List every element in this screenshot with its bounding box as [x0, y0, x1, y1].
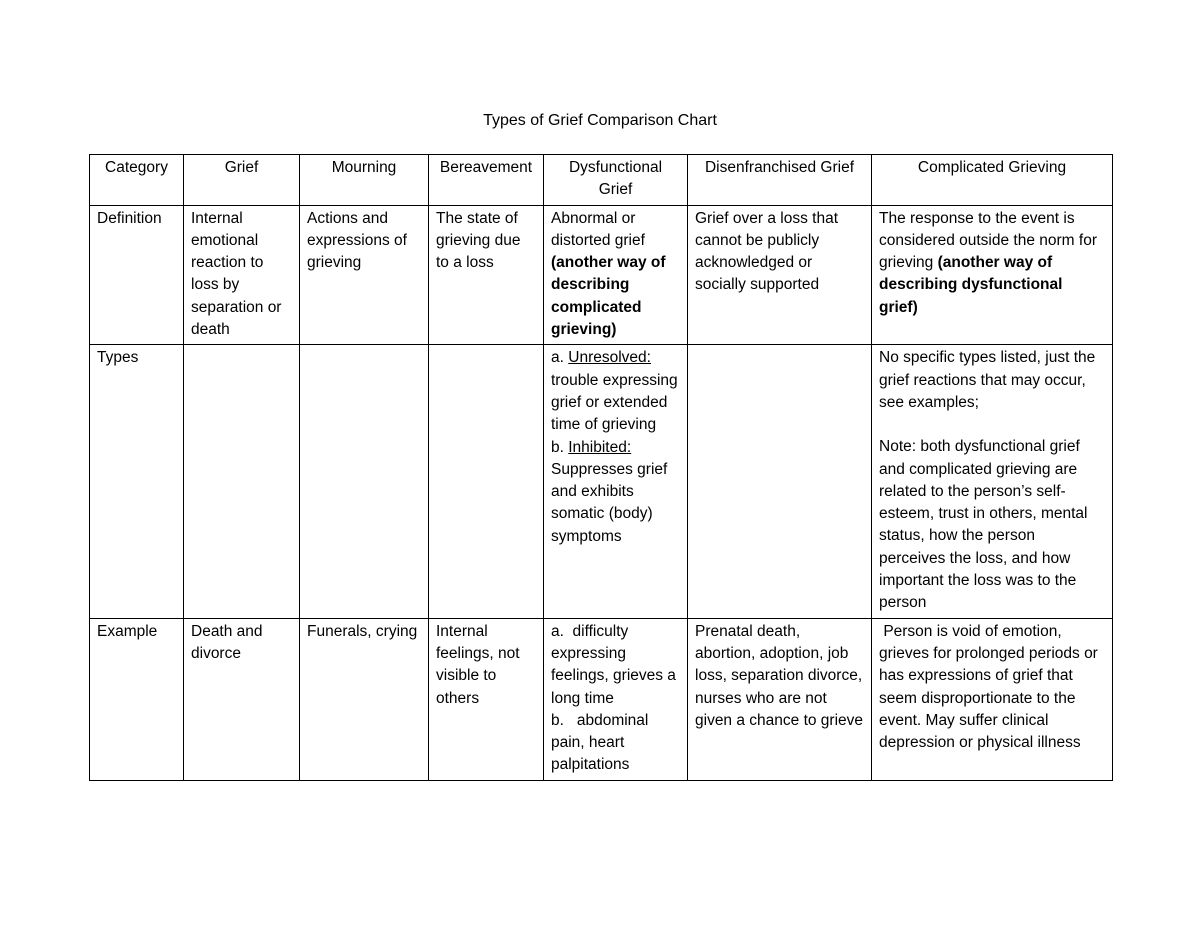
header-cell-category: Category	[90, 155, 184, 206]
example-mourning-cell: Funerals, crying	[300, 618, 429, 780]
inhibited-type	[551, 437, 680, 548]
types-disenfranchised-cell	[688, 345, 872, 618]
definition-dysfunctional-note: (another way of describing complicated grieving)	[551, 254, 666, 339]
header-cell-mourning: Mourning	[300, 155, 429, 206]
example-dysfunctional-b: b. abdominal pain, heart palpitations	[551, 711, 653, 774]
example-label: Example	[90, 618, 184, 780]
types-row	[90, 345, 1113, 618]
example-complicated-cell: Person is void of emotion, grieves for prolonged periods or has expressions of grief that seem disproportionate to the event. May suffer clinical depression or physical illness	[872, 618, 1113, 780]
example-dysfunctional-a: a. difficulty expressing feelings, grieves a long time	[551, 622, 681, 707]
types-mourning-cell	[300, 345, 429, 618]
definition-complicated-text: The response to the event is considered outside the norm for grieving	[879, 209, 1097, 272]
header-cell-dysfunctional-grief: Dysfunctional Grief	[544, 155, 688, 206]
types-complicated-note: Note: both dysfunctional grief and complicated grieving are related to the person’s self-esteem, trust in others, mental status, how the person perceives the loss, and how important the loss was to the person	[879, 438, 1088, 612]
header-cell-disenfranchised-grief: Disenfranchised Grief	[688, 155, 872, 206]
definition-label: Definition	[90, 205, 184, 345]
header-row	[90, 155, 1113, 206]
unresolved-type	[551, 347, 680, 436]
example-grief-cell: Death and divorce	[184, 618, 300, 780]
definition-mourning-cell: Actions and expressions of grieving	[300, 205, 429, 345]
unresolved-term: Unresolved:	[568, 349, 651, 367]
definition-disenfranchised-cell: Grief over a loss that cannot be publicly acknowledged or socially supported	[688, 205, 872, 345]
types-complicated-intro: No specific types listed, just the grief reactions that may occur, see examples;	[879, 349, 1096, 411]
inhibited-description: Suppresses grief and exhibits somatic (body) symptoms	[551, 460, 668, 545]
definition-complicated-note: (another way of describing dysfunctional grief)	[879, 254, 1063, 316]
types-complicated-cell	[872, 345, 1113, 618]
definition-row	[90, 205, 1113, 345]
example-bereavement-cell: Internal feelings, not visible to others	[429, 618, 544, 780]
page-title: Types of Grief Comparison Chart	[483, 112, 717, 129]
types-grief-cell	[184, 345, 300, 618]
example-dysfunctional-cell	[544, 618, 688, 780]
types-dysfunctional-cell	[544, 345, 688, 618]
definition-dysfunctional-text: Abnormal or distorted grief	[551, 209, 645, 249]
header-cell-complicated-grieving: Complicated Grieving	[872, 155, 1113, 206]
inhibited-prefix: b.	[551, 438, 564, 456]
definition-grief-cell: Internal emotional reaction to loss by separation or death	[184, 205, 300, 345]
unresolved-description: trouble expressing grief or extended time of grieving	[551, 371, 678, 434]
unresolved-prefix: a.	[551, 349, 564, 367]
definition-complicated-cell	[872, 205, 1113, 345]
example-disenfranchised-cell: Prenatal death, abortion, adoption, job loss, separation divorce, nurses who are not given a chance to grieve	[688, 618, 872, 780]
paragraph-spacer	[879, 414, 1105, 436]
header-cell-bereavement: Bereavement	[429, 155, 544, 206]
example-row	[90, 618, 1113, 780]
definition-bereavement-cell: The state of grieving due to a loss	[429, 205, 544, 345]
definition-dysfunctional-cell	[544, 205, 688, 345]
grief-comparison-table	[89, 154, 1113, 781]
header-cell-grief: Grief	[184, 155, 300, 206]
types-bereavement-cell	[429, 345, 544, 618]
types-label: Types	[90, 345, 184, 618]
inhibited-term: Inhibited:	[568, 438, 632, 456]
